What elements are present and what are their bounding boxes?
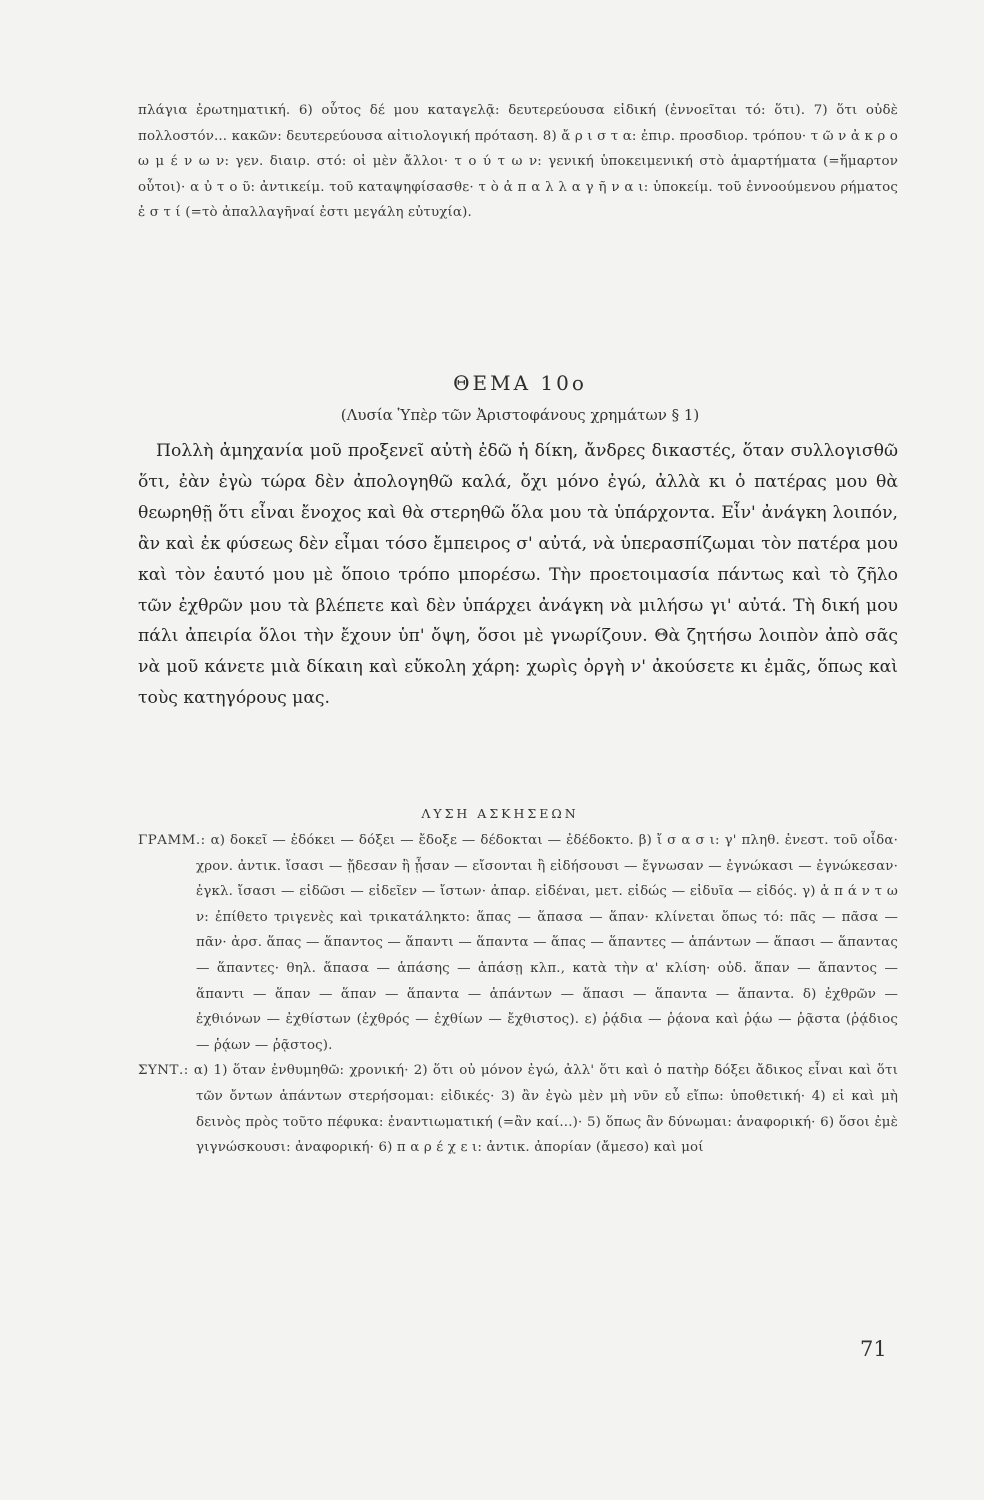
theme-title: ΘΕΜΑ 10ο [453, 371, 587, 395]
syntax-text: α) 1) ὅταν ἐνθυμηθῶ: χρονική· 2) ὅτι οὐ μόνον ἐγώ, ἀλλ' ὅτι καὶ ὁ πατὴρ δόξει ἄδικος εἶναι καὶ ὅτι τῶν ὄντων ἁπάντων στερήσομαι: εἰδικές· 3) ἂν ἐγὼ μὲν μὴ νῦν εὖ εἴπω: ὑποθετική· 4) εἰ καὶ μὴ δεινὸς πρὸς τοῦτο πέφυκα: ἐναντιωματική (=ἂν καί...)· 5) ὅπως ἂν δύνωμαι: ἀναφορική· 6) ὅσοι ἐμὲ γιγνώσκουσι: ἀναφορική· 6) π α ρ έ χ ε ι: ἀντικ. ἀπορίαν (ἄμεσο) καὶ μοί [193, 1063, 898, 1156]
theme-source: (Λυσία Ὑπὲρ τῶν Ἀριστοφάνους χρημάτων § 1) [340, 406, 700, 424]
intro-paragraph: πλάγια ἐρωτηματική. 6) οὗτος δέ μου καταγελᾷ: δευτερεύουσα εἰδική (ἐννοεῖται τό: ὅτι). 7) ὅτι οὐδὲ πολλοστόν... κακῶν: δευτερεύουσα αἰτιολογική πρόταση. 8) ἄ ρ ι σ τ α: ἐπιρ. προσδιορ. τρόπου· τ ῶ ν ἀ κ ρ ο ω μ έ ν ω ν: γεν. διαιρ. στό: οἱ μὲν ἄλλοι· τ ο ύ τ ω ν: γενική ὑποκειμενική στὸ ἁμαρτήματα (=ἥμαρτον οὗτοι)· α ὐ τ ο ῦ: ἀντικείμ. τοῦ καταψηφίσασθε· τ ὸ ἀ π α λ λ α γ ῆ ν α ι: ὑποκείμ. τοῦ ἐννοούμενου ρήματος ἐ σ τ ί (=τὸ ἀπαλλαγῆναί ἐστι μεγάλη εὐτυχία). [138, 103, 899, 221]
theme-text: Πολλὴ ἀμηχανία μοῦ προξενεῖ αὐτὴ ἐδῶ ἡ δίκη, ἄνδρες δικαστές, ὅταν συλλογισθῶ ὅτι, ἐὰν ἐγὼ τώρα δὲν ἀπολογηθῶ καλά, ὄχι μόνο ἐγώ, ἀλλὰ κι ὁ πατέρας μου θὰ θεωρηθῇ ὅτι εἶναι ἔνοχος καὶ θὰ στερηθῶ ὅλα μου τὰ ὑπάρχοντα. Εἶν' ἀνάγκη λοιπόν, ἂν καὶ ἐκ φύσεως δὲν εἶμαι τόσο ἔμπειρος σ' αὐτά, νὰ ὑπερασπίζωμαι τὸν πατέρα μου καὶ τὸν ἑαυτό μου μὲ ὅποιο τρόπο μπορέσω. Τὴν προετοιμασία πάντως καὶ τὸ ζῆλο τῶν ἐχθρῶν μου τὰ βλέπετε καὶ δὲν ὑπάρχει ἀνάγκη νὰ μιλήσω γι' αὐτά. Τὴ δική μου πάλι ἀπειρία ὅλοι τὴν ἔχουν ὑπ' ὄψη, ὅσοι μὲ γνωρίζουν. Θὰ ζητήσω λοιπὸν ἀπὸ σᾶς νὰ μοῦ κάνετε μιὰ δίκαιη καὶ εὔκολη χάρη: χωρὶς ὀργὴ ν' ἀκούσετε κι ἐμᾶς, ὅπως καὶ τοὺς κατηγόρους μας. [138, 441, 898, 709]
syntax-label: ΣΥΝΤ.: [138, 1063, 189, 1079]
theme-translation [138, 436, 898, 714]
solution-heading: ΛΥΣΗ ΑΣΚΗΣΕΩΝ [421, 806, 579, 821]
grammar-text: α) δοκεῖ — ἐδόκει — δόξει — ἔδοξε — δέδοκται — ἐδέδοκτο. β) ἴ σ α σ ι: γ' πληθ. ἐνεστ. τοῦ οἶδα· χρον. ἀντικ. ἴσασι — ᾔδεσαν ἢ ᾖσαν — εἴσονται ἢ εἰδήσουσι — ἔγνωσαν — ἐγνώκασι — ἐγνώκεσαν· ἐγκλ. ἴσασι — εἰδῶσι — εἰδεῖεν — ἴστων· ἀπαρ. εἰδέναι, μετ. εἰδώς — εἰδυῖα — εἰδός. γ) ἁ π ά ν τ ω ν: ἐπίθετο τριγενὲς καὶ τρικατάληκτο: ἅπας — ἅπασα — ἅπαν· κλίνεται ὅπως τό: πᾶς — πᾶσα — πᾶν· ἀρσ. ἅπας — ἅπαντος — ἅπαντι — ἅπαντα — ἅπας — ἅπαντες — ἁπάντων — ἅπασι — ἅπαντας — ἅπαντες· θηλ. ἅπασα — ἁπάσης — ἁπάσῃ κλπ., κατὰ τὴν α' κλίση· οὐδ. ἅπαν — ἅπαντος — ἅπαντι — ἅπαν — ἅπαν — ἅπαντα — ἁπάντων — ἅπασι — ἅπαντα — ἅπαντα. δ) ἐχθρῶν — ἐχθιόνων — ἐχθίστων (ἐχθρός — ἐχθίων — ἔχθιστος). ε) ῥᾴδια — ῥᾴονα καὶ ῥᾴω — ῥᾷστα (ῥᾴδιος — ῥᾴων — ῥᾷστος). [196, 833, 898, 1053]
page-number: 71 [860, 1337, 887, 1361]
previous-notes-section [138, 98, 898, 226]
syntax-paragraph [138, 1058, 898, 1160]
grammar-paragraph [138, 828, 898, 1058]
exercise-solutions [138, 828, 898, 1161]
grammar-label: ΓΡΑΜΜ.: [138, 833, 206, 848]
